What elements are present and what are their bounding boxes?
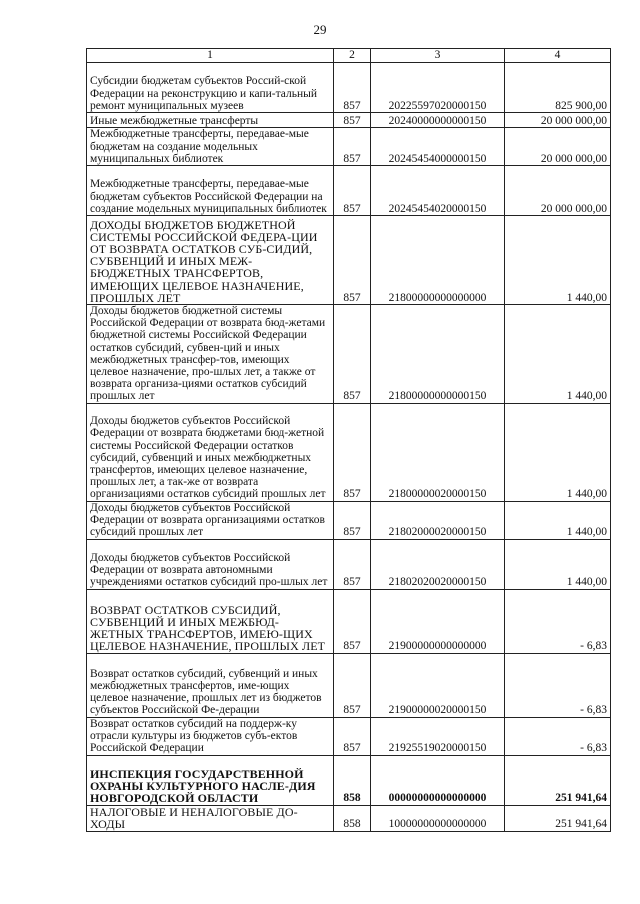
row-amount: 825 900,00 xyxy=(505,63,611,113)
table-row xyxy=(87,166,611,216)
row-name: Возврат остатков субсидий на поддерж-ку отрасли культуры из бюджетов субъ-ектов Российской Федерации xyxy=(87,717,334,755)
row-code: 858 xyxy=(334,755,371,805)
row-amount: 20 000 000,00 xyxy=(505,128,611,166)
row-kbk: 21800000000000000 xyxy=(371,216,505,305)
row-name: Межбюджетные трансферты, передавае-мые бюджетам субъектов Российской Федерации на создание модельных муниципальных библиотек xyxy=(87,166,334,216)
row-amount: 1 440,00 xyxy=(505,403,611,501)
row-kbk: 21800000000000150 xyxy=(371,305,505,404)
column-header: 1 xyxy=(87,49,334,63)
row-code: 857 xyxy=(334,216,371,305)
row-code: 857 xyxy=(334,539,371,589)
row-code: 857 xyxy=(334,501,371,539)
table-header-row xyxy=(87,49,611,63)
page-number: 29 xyxy=(313,22,327,37)
table-row xyxy=(87,63,611,113)
row-kbk: 21900000000000000 xyxy=(371,589,505,653)
row-code: 857 xyxy=(334,113,371,128)
row-code: 857 xyxy=(334,589,371,653)
row-name: Иные межбюджетные трансферты xyxy=(87,113,334,128)
table-row xyxy=(87,305,611,404)
row-code: 857 xyxy=(334,305,371,404)
table-row xyxy=(87,403,611,501)
table-row xyxy=(87,128,611,166)
row-amount: 251 941,64 xyxy=(505,805,611,831)
table-row xyxy=(87,755,611,805)
row-name: Доходы бюджетов субъектов Российской Федерации от возврата организациями остатков субсидий прошлых лет xyxy=(87,501,334,539)
row-kbk: 10000000000000000 xyxy=(371,805,505,831)
row-amount: 251 941,64 xyxy=(505,755,611,805)
row-code: 857 xyxy=(334,63,371,113)
row-code: 858 xyxy=(334,805,371,831)
column-header: 4 xyxy=(505,49,611,63)
row-name: Межбюджетные трансферты, передавае-мые бюджетам на создание модельных муниципальных библиотек xyxy=(87,128,334,166)
row-name: Возврат остатков субсидий, субвенций и иных межбюджетных трансфертов, име-ющих целевое назначение, прошлых лет из бюджетов субъектов Российской Фе-дерации xyxy=(87,653,334,717)
row-code: 857 xyxy=(334,166,371,216)
row-kbk: 21925519020000150 xyxy=(371,717,505,755)
row-kbk: 00000000000000000 xyxy=(371,755,505,805)
table-row xyxy=(87,539,611,589)
row-kbk: 20245454020000150 xyxy=(371,166,505,216)
row-kbk: 21802000020000150 xyxy=(371,501,505,539)
row-amount: 1 440,00 xyxy=(505,501,611,539)
column-header: 3 xyxy=(371,49,505,63)
row-amount: 20 000 000,00 xyxy=(505,166,611,216)
table-row xyxy=(87,805,611,831)
row-name: Доходы бюджетов бюджетной системы Российской Федерации от возврата бюд-жетами бюджетной системы Российской Федерации остатков субсидий, субвен-ций и иных межбюджетных трансфер-тов, имеющих целевое назначение, про-шлых лет, а также от возврата организа-циями остатков субсидий прошлых лет xyxy=(87,305,334,404)
table-row xyxy=(87,653,611,717)
row-amount: - 6,83 xyxy=(505,717,611,755)
budget-table xyxy=(86,48,611,832)
row-code: 857 xyxy=(334,717,371,755)
row-amount: - 6,83 xyxy=(505,653,611,717)
table-row xyxy=(87,717,611,755)
row-amount: - 6,83 xyxy=(505,589,611,653)
row-kbk: 21802020020000150 xyxy=(371,539,505,589)
row-amount: 1 440,00 xyxy=(505,216,611,305)
row-name: ДОХОДЫ БЮДЖЕТОВ БЮДЖЕТНОЙ СИСТЕМЫ РОССИЙСКОЙ ФЕДЕРА-ЦИИ ОТ ВОЗВРАТА ОСТАТКОВ СУБ-СИДИЙ, СУБВЕНЦИЙ И ИНЫХ МЕЖ-БЮДЖЕТНЫХ ТРАНСФЕРТОВ, ИМЕЮЩИХ ЦЕЛЕВОЕ НАЗНАЧЕНИЕ, ПРОШЛЫХ ЛЕТ xyxy=(87,216,334,305)
row-kbk: 21900000020000150 xyxy=(371,653,505,717)
column-header: 2 xyxy=(334,49,371,63)
table-row xyxy=(87,113,611,128)
row-name: Доходы бюджетов субъектов Российской Федерации от возврата автономными учреждениями остатков субсидий про-шлых лет xyxy=(87,539,334,589)
row-name: Доходы бюджетов субъектов Российской Федерации от возврата бюджетами бюд-жетной системы Российской Федерации остатков субсидий, субвенций и иных межбюджетных трансфертов, имеющих целевое назначение, прошлых лет, а так-же от возврата организациями остатков субсидий прошлых лет xyxy=(87,403,334,501)
table-row xyxy=(87,501,611,539)
row-name: Субсидии бюджетам субъектов Россий-ской Федерации на реконструкцию и капи-тальный ремонт муниципальных музеев xyxy=(87,63,334,113)
row-code: 857 xyxy=(334,403,371,501)
row-code: 857 xyxy=(334,653,371,717)
row-amount: 1 440,00 xyxy=(505,305,611,404)
row-kbk: 20245454000000150 xyxy=(371,128,505,166)
row-name: ИНСПЕКЦИЯ ГОСУДАРСТВЕННОЙ ОХРАНЫ КУЛЬТУРНОГО НАСЛЕ-ДИЯ НОВГОРОДСКОЙ ОБЛАСТИ xyxy=(87,755,334,805)
table-row xyxy=(87,589,611,653)
row-kbk: 20225597020000150 xyxy=(371,63,505,113)
row-name: НАЛОГОВЫЕ И НЕНАЛОГОВЫЕ ДО-ХОДЫ xyxy=(87,805,334,831)
row-amount: 1 440,00 xyxy=(505,539,611,589)
row-code: 857 xyxy=(334,128,371,166)
row-kbk: 20240000000000150 xyxy=(371,113,505,128)
row-amount: 20 000 000,00 xyxy=(505,113,611,128)
row-name: ВОЗВРАТ ОСТАТКОВ СУБСИДИЙ, СУБВЕНЦИЙ И ИНЫХ МЕЖБЮД-ЖЕТНЫХ ТРАНСФЕРТОВ, ИМЕЮ-ЩИХ ЦЕЛЕВОЕ НАЗНАЧЕНИЕ, ПРОШЛЫХ ЛЕТ xyxy=(87,589,334,653)
table-row xyxy=(87,216,611,305)
row-kbk: 21800000020000150 xyxy=(371,403,505,501)
